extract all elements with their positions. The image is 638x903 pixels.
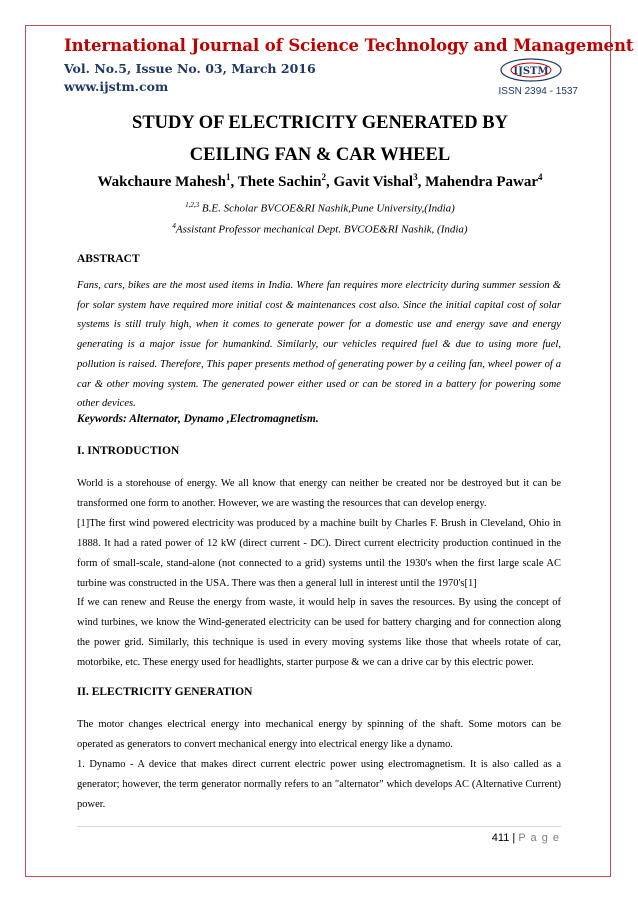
affiliation-sup: 1,2,3 [185,201,200,209]
page-label: P a g e [518,832,560,844]
author-name: Wakchaure Mahesh [97,174,226,190]
author-sup: 4 [538,172,543,182]
author-sep: , [417,174,426,190]
paragraph: The motor changes electrical energy into mechanical energy by spinning of the shaft. Some motors can be operated as generators to convert mechanical energy into electrical energy like a dynamo. [77,719,561,750]
affiliation-text: B.E. Scholar BVCOE&RI Nashik,Pune University,(India) [199,202,455,215]
paragraph: World is a storehouse of energy. We all know that energy can neither be created nor be destroyed but it can be transformed one form to another. However, we are wasting the resources that can develop energy. [77,478,561,509]
affiliation-text: Assistant Professor mechanical Dept. BVCOE&RI Nashik, (India) [175,223,468,236]
journal-name: International Journal of Science Technology and Management [64,36,634,55]
author-sep: , [230,174,238,190]
page-number [430,832,560,844]
section-heading-introduction: I. INTRODUCTION [77,445,180,457]
author-list [70,172,570,191]
author-sup: 3 [413,172,418,182]
affiliation-2 [60,222,580,236]
paragraph: [1]The first wind powered electricity was produced by a machine built by Charles F. Brush in Cleveland, Ohio in 1888. It had a rated power of 12 kW (direct current - DC). Direct current electricity production continued in the form of small-scale, stand-alone (not connected to a grid) systems until the 1930's when the first large scale AC turbine was constructed in the USA. There was then a general lull in interest until the 1970's[1] [77,517,561,589]
section-heading-electricity-generation: II. ELECTRICITY GENERATION [77,686,253,698]
author-sup: 2 [321,172,326,182]
introduction-body [77,474,561,673]
journal-header [62,36,634,106]
keywords: Keywords: Alternator, Dynamo ,Electromagnetism. [77,413,319,425]
paragraph: 1. Dynamo - A device that makes direct current electric power using electromagnetism. It is also called as a generator; however, the term generator normally refers to an "alternator" which develops AC (Alternative Current) power. [77,758,561,810]
paper-title-line1: STUDY OF ELECTRICITY GENERATED BY [132,113,508,133]
author-name: Mahendra Pawar [425,174,538,190]
affiliation-1 [60,201,580,215]
affiliation-sup: 4 [172,222,176,230]
author-name: Thete Sachin [237,174,322,190]
abstract-text: Fans, cars, bikes are the most used items in India. Where fan requires more electricity during summer session & for solar system have required more initial cost & maintenances cost also. Since the initial capital cost of solar systems is still truly high, when it comes to generate power for a domestic use and energy save and energy generating is a major issue for humankind. Similarly, our vehicles required fuel & due to using more fuel, pollution is raised. Therefore, This paper presents method of generating power by a ceiling fan, wheel power of a car & other moving system. The generated power either used or can be stored in a battery for powering some other devices. [77,280,561,410]
journal-url: www.ijstm.com [64,79,169,94]
page-number-separator: | [509,832,519,844]
logo-text: IJSTM [513,66,549,77]
author-name: Gavit Vishal [333,174,414,190]
footer-divider [77,826,561,827]
electricity-generation-body [77,715,561,815]
author-sep: , [325,174,334,190]
author-sup: 1 [225,172,231,182]
paper-title-line2: CEILING FAN & CAR WHEEL [189,145,451,165]
journal-volume: Vol. No.5, Issue No. 03, March 2016 [64,61,316,76]
page-number-value: 411 [491,832,510,844]
paragraph: If we can renew and Reuse the energy from waste, it would help in saves the resources. By using the concept of wind turbines, we know the Wind-generated electricity can be used for battery charging and for connection along the power grid. Similarly, this technique is used in every moving systems like those that wheels rotate of car, motorbike, etc. These energy used for headlights, starter purpose & we can a drive car by this electric power. [77,597,561,669]
abstract-heading: ABSTRACT [77,253,140,265]
issn-number: ISSN 2394 - 1537 [498,86,578,97]
